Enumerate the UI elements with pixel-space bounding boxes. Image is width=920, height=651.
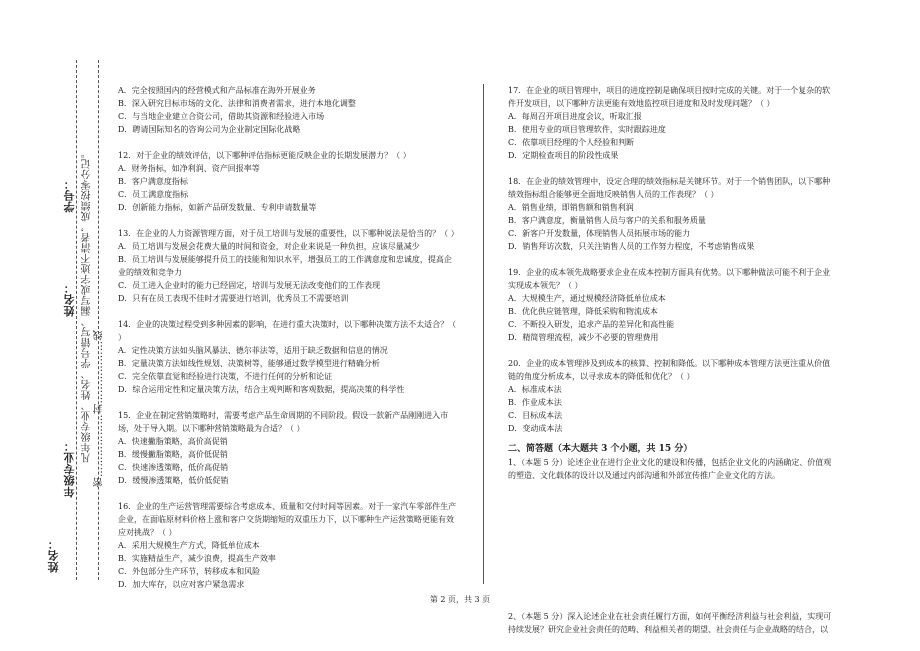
name-label-lower: 姓名： — [47, 538, 60, 573]
spacer — [118, 214, 458, 227]
question-stem: 16．企业的生产运营管理需要综合考虑成本、质量和交付时间等因素。对于一家汽车零部件生产企业，在面临原材料价格上涨和客户交货期缩短的双重压力下，以下哪种生产运营策略更能有效应对挑战？（ ） — [118, 502, 457, 537]
answer-option: B．深入研究目标市场的文化、法律和消费者需求，进行本地化调整 — [118, 99, 356, 108]
question-stem: 1、（本题 5 分）论述企业在进行企业文化的建设和传播，包括企业文化的内涵确定、价值观的塑造、文化载体的设计以及通过内部沟通和外部宣传推广企业文化的方法。 — [508, 458, 832, 480]
answer-option: B．定量决策方法如线性规划、决策树等，能够通过数学模型进行精确分析 — [118, 359, 380, 368]
answer-option: D．聘请国际知名的咨询公司为企业制定国际化战略 — [118, 125, 301, 134]
answer-option: D．缓慢渗透策略，低价低促销 — [118, 476, 229, 485]
question-stem: 2、（本题 5 分）深入论述企业在社会责任履行方面，如何平衡经济利益与社会利益，实现可持续发展？研究企业社会责任的范畴、利益相关者的期望、社会责任与企业战略的结合，以 — [508, 612, 832, 634]
answer-option: B．客户满意度指标 — [118, 177, 188, 186]
answer-option: A．员工培训与发展会花费大量的时间和资金，对企业来说是一种负担，应该尽量减少 — [118, 242, 420, 251]
spacer — [118, 136, 458, 149]
answer-option: A．标准成本法 — [508, 385, 562, 394]
answer-option: B．客户满意度，衡量销售人员与客户的关系和服务质量 — [508, 216, 706, 225]
question-stem: 15．企业在制定营销策略时，需要考虑产品生命周期的不同阶段。假设一款新产品刚刚进入市场，处于导入期。以下哪种营销策略最为合适？（ ） — [118, 411, 449, 433]
column-divider — [483, 84, 484, 584]
answer-option: D．创新能力指标，如新产品研发数量、专利申请数量等 — [118, 203, 317, 212]
answer-option: A．定性决策方法如头脑风暴法、德尔菲法等，适用于缺乏数据和信息的情况 — [118, 346, 388, 355]
answer-option: B．优化供应链管理，降低采购和物流成本 — [508, 307, 658, 316]
spacer — [118, 396, 458, 409]
left-column — [118, 84, 458, 591]
seal-line-text: 密………………封………………线 — [94, 330, 105, 488]
answer-option: D．精简管理流程，减少不必要的管理费用 — [508, 333, 659, 342]
student-id-label: 学号： — [63, 178, 76, 213]
answer-option: C．外包部分生产环节，转移成本和风险 — [118, 567, 261, 576]
question-stem: 12．对于企业的绩效评估，以下哪种评估指标更能反映企业的长期发展潜力？（ ） — [118, 151, 411, 160]
question-stem: 17．在企业的项目管理中，项目的进度控制是确保项目按时完成的关键。对于一个复杂的软件开发项目，以下哪种方法更能有效地监控项目进度和及时发现问题？（ ） — [508, 86, 831, 108]
spacer — [118, 305, 458, 318]
binding-line-inner — [76, 60, 77, 580]
right-column — [508, 84, 838, 636]
answer-option: A．销售业绩，即销售额和销售利润 — [508, 203, 634, 212]
question-stem: 18．在企业的绩效管理中，设定合理的绩效指标是关键环节。对于一个销售团队，以下哪种绩效指标组合能够更全面地反映销售人员的工作表现？（ ） — [508, 177, 831, 199]
answer-option: C．目标成本法 — [508, 411, 563, 420]
spacer — [508, 344, 838, 357]
answer-option: C．员工满意度指标 — [118, 190, 189, 199]
page-footer: 第 2 页，共 3 页 — [429, 595, 491, 604]
answer-option: B．缓慢撇脂策略，高价低促销 — [118, 450, 228, 459]
answer-option: C．完全依靠直觉和经验进行决策，不进行任何的分析和论证 — [118, 372, 333, 381]
spacer — [508, 162, 838, 175]
answer-option: A．快速撇脂策略，高价高促销 — [118, 437, 228, 446]
question-stem: 20．企业的成本管理涉及到成本的核算、控制和降低。以下哪种成本管理方法更注重从价值链的角度分析成本，以寻求成本的降低和优化？（ ） — [508, 359, 831, 381]
answer-option: D．加大库存，以应对客户紧急需求 — [118, 580, 245, 589]
answer-option: C．新客户开发数量，体现销售人员拓展市场的能力 — [508, 229, 691, 238]
answer-option: D．销售拜访次数，只关注销售人员的工作努力程度，不考虑销售成果 — [508, 242, 755, 251]
name-label-upper: 姓名： — [63, 282, 76, 317]
answer-option: A．财务指标，如净利润、资产回报率等 — [118, 164, 260, 173]
answer-space — [508, 482, 838, 546]
answer-option: C．快速渗透策略，低价高促销 — [118, 463, 229, 472]
answer-option: C．依靠项目经理的个人经验和判断 — [508, 138, 635, 147]
fill-warning: 凡年级专业、姓名、学号错写、漏写或字迹不清者，成绩按零分记。 — [82, 148, 93, 463]
answer-option: D．只有在员工表现不佳时才需要进行培训，优秀员工不需要培训 — [118, 294, 349, 303]
question-stem: 14．企业的决策过程受到多种因素的影响，在进行重大决策时，以下哪种决策方法不太适合？（ ） — [118, 320, 457, 342]
spacer — [118, 487, 458, 500]
answer-option: C．不断投入研发，追求产品的差异化和高性能 — [508, 320, 675, 329]
answer-option: A．每周召开项目进度会议，听取汇报 — [508, 112, 642, 121]
answer-option: A．采用大规模生产方式，降低单位成本 — [118, 541, 260, 550]
binding-margin — [47, 60, 112, 580]
answer-option: A．完全按照国内的经营模式和产品标准在海外开展业务 — [118, 86, 316, 95]
answer-option: D．综合运用定性和定量决策方法，结合主观判断和客观数据，提高决策的科学性 — [118, 385, 405, 394]
answer-option: B．员工培训与发展能够提升员工的技能和知识水平，增强员工的工作满意度和忠诚度，提高企业的绩效和竞争力 — [118, 255, 452, 277]
answer-option: B．使用专业的项目管理软件，实时跟踪进度 — [508, 125, 666, 134]
spacer — [508, 253, 838, 266]
answer-option: C．与当地企业建立合资公司，借助其资源和经验进入市场 — [118, 112, 325, 121]
answer-option: C．员工进入企业时的能力已经固定，培训与发展无法改变他们的工作表现 — [118, 281, 381, 290]
binding-line-outer — [98, 60, 99, 580]
major-label: 年级专业： — [63, 440, 76, 498]
answer-option: B．实施精益生产，减少浪费，提高生产效率 — [118, 554, 276, 563]
question-stem: 13．在企业的人力资源管理方面，对于员工培训与发展的重要性，以下哪种说法是恰当的？（ ） — [118, 229, 459, 238]
answer-option: D．变动成本法 — [508, 424, 563, 433]
answer-option: B．作业成本法 — [508, 398, 562, 407]
answer-option: D．定期检查项目的阶段性成果 — [508, 151, 619, 160]
section-heading: 二、简答题（本大题共 3 个小题，共 15 分） — [508, 444, 693, 454]
question-stem: 19．企业的成本领先战略要求企业在成本控制方面具有优势。以下哪种做法可能不利于企业实现成本领先？（ ） — [508, 268, 831, 290]
answer-option: A．大规模生产，通过规模经济降低单位成本 — [508, 294, 666, 303]
